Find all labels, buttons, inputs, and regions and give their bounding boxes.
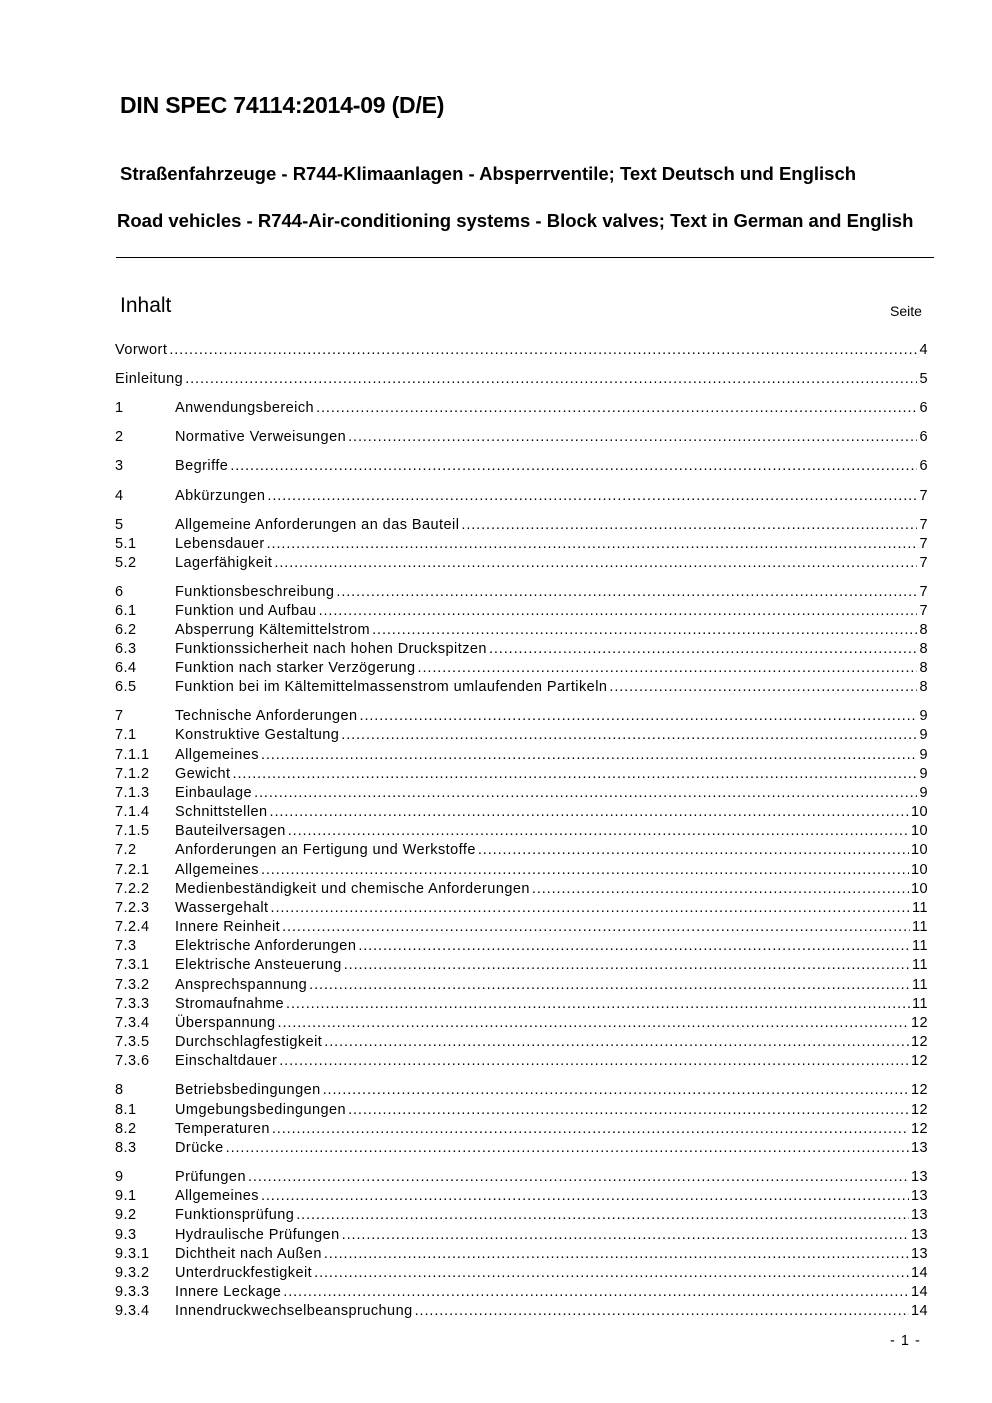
toc-entry[interactable] (115, 1121, 928, 1140)
toc-entry-number: 9.3.2 (115, 1265, 150, 1281)
toc-entry-label: Anwendungsbereich (175, 400, 315, 416)
toc-leader-dots (230, 458, 917, 474)
toc-entry-number: 7.1.5 (115, 823, 150, 839)
toc-entry-number: 8.2 (115, 1121, 137, 1137)
toc-leader-dots (226, 1140, 909, 1156)
toc-entry-page: 5 (919, 371, 928, 387)
toc-leader-dots (478, 842, 909, 858)
toc-entry[interactable] (115, 641, 928, 660)
toc-leader-dots (309, 977, 910, 993)
toc-entry-label: Betriebsbedingungen (175, 1082, 321, 1098)
header-divider (116, 257, 934, 258)
toc-entry-label: Funktionssicherheit nach hohen Druckspitzen (175, 641, 487, 657)
toc-entry[interactable] (115, 881, 928, 900)
toc-entry-page: 11 (912, 919, 928, 935)
toc-leader-dots (271, 900, 911, 916)
toc-entry-number: 7.1 (115, 727, 137, 743)
toc-entry-label: Funktion bei im Kältemittelmassenstrom umlaufenden Partikeln (175, 679, 608, 695)
toc-entry-number: 8.1 (115, 1102, 137, 1118)
toc-entry-label: Medienbeständigkeit und chemische Anforderungen (175, 881, 530, 897)
toc-entry-page: 14 (910, 1303, 928, 1319)
toc-leader-dots (267, 536, 918, 552)
toc-entry-label: Durchschlagfestigkeit (175, 1034, 323, 1050)
toc-entry-page: 9 (919, 747, 928, 763)
toc-entry-label: Drücke (175, 1140, 224, 1156)
toc-entry-page: 10 (910, 881, 928, 897)
toc-entry[interactable] (115, 804, 928, 823)
toc-entry[interactable] (115, 679, 928, 698)
toc-entry-page: 7 (919, 603, 928, 619)
toc-entry-page: 8 (919, 622, 928, 638)
toc-entry[interactable] (115, 996, 928, 1015)
toc-entry-number: 8.3 (115, 1140, 137, 1156)
toc-entry-page: 11 (912, 996, 928, 1012)
toc-entry-number: 6.4 (115, 660, 137, 676)
toc-entry-label: Gewicht (175, 766, 231, 782)
toc-entry-number: 8 (115, 1082, 124, 1098)
toc-entry[interactable] (115, 536, 928, 555)
toc-entry-label: Überspannung (175, 1015, 276, 1031)
toc-entry[interactable] (115, 517, 928, 536)
toc-entry-number: 9.2 (115, 1207, 137, 1223)
toc-entry-number: 9.3 (115, 1227, 137, 1243)
toc-entry[interactable] (115, 1207, 928, 1226)
toc-entry-number: 9.3.4 (115, 1303, 150, 1319)
toc-leader-dots (609, 679, 917, 695)
toc-leader-dots (296, 1207, 909, 1223)
toc-entry[interactable] (115, 900, 928, 919)
toc-entry-page: 11 (912, 938, 928, 954)
toc-entry-page: 7 (919, 555, 928, 571)
toc-entry-page: 14 (910, 1284, 928, 1300)
toc-entry-label: Allgemeines (175, 747, 259, 763)
toc-entry[interactable] (115, 823, 928, 842)
toc-leader-dots (532, 881, 909, 897)
toc-entry-page: 10 (910, 862, 928, 878)
toc-entry[interactable] (115, 1082, 928, 1101)
toc-entry-label: Umgebungsbedingungen (175, 1102, 347, 1118)
page-number: - 1 - (890, 1333, 921, 1349)
toc-entry-page: 8 (919, 660, 928, 676)
toc-leader-dots (323, 1082, 909, 1098)
toc-entry-number: 6 (115, 584, 124, 600)
toc-entry-page: 12 (910, 1053, 928, 1069)
toc-entry-label: Funktion und Aufbau (175, 603, 317, 619)
toc-leader-dots (348, 429, 917, 445)
toc-entry-number: 7.2.1 (115, 862, 150, 878)
toc-entry[interactable] (115, 622, 928, 641)
toc-entry[interactable] (115, 842, 928, 861)
toc-entry-label: Innere Leckage (175, 1284, 282, 1300)
toc-entry-number: 3 (115, 458, 124, 474)
toc-entry-number: 7.3.1 (115, 957, 150, 973)
subtitle-english: Road vehicles - R744-Air-conditioning systems - Block valves; Text in German and English (117, 210, 914, 231)
toc-entry-page: 7 (919, 584, 928, 600)
toc-entry-page: 13 (910, 1188, 928, 1204)
toc-entry[interactable] (115, 1303, 928, 1322)
toc-entry-page: 12 (910, 1102, 928, 1118)
toc-entry-number: 7 (115, 708, 124, 724)
toc-entry-number: 1 (115, 400, 124, 416)
toc-entry-number: 7.1.4 (115, 804, 150, 820)
toc-leader-dots (288, 823, 909, 839)
toc-entry-page: 13 (910, 1140, 928, 1156)
toc-entry-label: Hydraulische Prüfungen (175, 1227, 340, 1243)
toc-entry[interactable] (115, 458, 928, 477)
toc-entry-page: 6 (919, 429, 928, 445)
toc-entry[interactable] (115, 708, 928, 727)
toc-entry[interactable] (115, 1102, 928, 1121)
toc-entry[interactable] (115, 1265, 928, 1284)
toc-entry[interactable] (115, 862, 928, 881)
toc-entry-number: 9.3.1 (115, 1246, 150, 1262)
toc-leader-dots (169, 342, 917, 358)
toc-entry-label: Innere Reinheit (175, 919, 281, 935)
toc-entry-page: 9 (919, 766, 928, 782)
toc-entry[interactable] (115, 957, 928, 976)
toc-leader-dots (341, 727, 917, 743)
toc-entry-label: Funktionsprüfung (175, 1207, 295, 1223)
toc-entry[interactable] (115, 1188, 928, 1207)
toc-entry-page: 14 (910, 1265, 928, 1281)
toc-leader-dots (270, 804, 909, 820)
toc-entry-number: 6.3 (115, 641, 137, 657)
toc-entry-number: 4 (115, 488, 124, 504)
toc-leader-dots (348, 1102, 909, 1118)
toc-entry-number: 7.2 (115, 842, 137, 858)
toc-entry[interactable] (115, 1034, 928, 1053)
toc-entry-label: Allgemeines (175, 1188, 259, 1204)
toc-entry-number: 6.1 (115, 603, 137, 619)
toc-entry-page: 10 (910, 842, 928, 858)
toc-entry-page: 12 (910, 1082, 928, 1098)
toc-entry-label: Normative Verweisungen (175, 429, 347, 445)
toc-leader-dots (415, 1303, 909, 1319)
toc-entry[interactable] (115, 603, 928, 622)
toc-leader-dots (272, 1121, 909, 1137)
toc-entry-number: 7.3 (115, 938, 137, 954)
toc-entry-page: 13 (910, 1207, 928, 1223)
toc-entry-number: 7.3.3 (115, 996, 150, 1012)
toc-leader-dots (254, 785, 917, 801)
toc-entry[interactable] (115, 1140, 928, 1159)
toc-entry-page: 13 (910, 1246, 928, 1262)
toc-entry-label: Einschaltdauer (175, 1053, 278, 1069)
toc-entry-label: Lebensdauer (175, 536, 265, 552)
toc-entry[interactable] (115, 977, 928, 996)
toc-entry-page: 10 (910, 823, 928, 839)
toc-entry-page: 12 (910, 1034, 928, 1050)
toc-leader-dots (278, 1015, 909, 1031)
toc-entry-page: 4 (919, 342, 928, 358)
toc-entry[interactable] (115, 371, 928, 390)
toc-leader-dots (267, 488, 917, 504)
toc-leader-dots (185, 371, 917, 387)
toc-entry-number: 7.3.4 (115, 1015, 150, 1031)
toc-entry-page: 11 (912, 957, 928, 973)
toc-entry-label: Begriffe (175, 458, 229, 474)
toc-entry-number: 7.1.2 (115, 766, 150, 782)
toc-entry-number: 7.2.4 (115, 919, 150, 935)
subtitle-german: Straßenfahrzeuge - R744-Klimaanlagen - Absperrventile; Text Deutsch und Englisch (120, 163, 857, 184)
toc-entry-page: 6 (919, 458, 928, 474)
toc-entry-number: 9.1 (115, 1188, 137, 1204)
toc-entry-page: 7 (919, 517, 928, 533)
toc-entry-label: Bauteilversagen (175, 823, 286, 839)
toc-entry[interactable] (115, 938, 928, 957)
toc-entry[interactable] (115, 342, 928, 361)
toc-entry-number: 7.3.2 (115, 977, 150, 993)
toc-leader-dots (283, 1284, 909, 1300)
toc-entry-number: 7.3.6 (115, 1053, 150, 1069)
toc-entry[interactable] (115, 727, 928, 746)
toc-entry-label: Elektrische Ansteuerung (175, 957, 342, 973)
toc-entry[interactable] (115, 747, 928, 766)
toc-leader-dots (324, 1034, 909, 1050)
toc-entry[interactable] (115, 1053, 928, 1072)
toc-entry-label: Anforderungen an Fertigung und Werkstoffe (175, 842, 476, 858)
toc-entry-number: 5.1 (115, 536, 137, 552)
toc-leader-dots (233, 766, 918, 782)
toc-entry-page: 12 (910, 1015, 928, 1031)
toc-entry[interactable] (115, 785, 928, 804)
toc-leader-dots (286, 996, 910, 1012)
toc-leader-dots (360, 708, 918, 724)
toc-entry-number: 6.2 (115, 622, 137, 638)
toc-entry-number: 7.1.1 (115, 747, 150, 763)
toc-entry-page: 9 (919, 708, 928, 724)
toc-entry-label: Elektrische Anforderungen (175, 938, 357, 954)
toc-entry-label: Wassergehalt (175, 900, 269, 916)
toc-leader-dots (418, 660, 918, 676)
toc-entry[interactable] (115, 1284, 928, 1303)
toc-leader-dots (314, 1265, 909, 1281)
toc-entry-label: Einleitung (115, 371, 184, 387)
toc-entry-label: Vorwort (115, 342, 168, 358)
toc-entry-label: Allgemeines (175, 862, 259, 878)
toc-leader-dots (342, 1227, 909, 1243)
toc-entry-label: Funktionsbeschreibung (175, 584, 335, 600)
toc-entry[interactable] (115, 584, 928, 603)
toc-entry-label: Allgemeine Anforderungen an das Bauteil (175, 517, 460, 533)
toc-entry-page: 13 (910, 1169, 928, 1185)
toc-entry-label: Absperrung Kältemittelstrom (175, 622, 371, 638)
toc-entry-label: Unterdruckfestigkeit (175, 1265, 313, 1281)
toc-entry-number: 5 (115, 517, 124, 533)
toc-entry-label: Lagerfähigkeit (175, 555, 273, 571)
toc-entry-page: 6 (919, 400, 928, 416)
toc-entry-number: 7.2.3 (115, 900, 150, 916)
toc-entry-number: 7.3.5 (115, 1034, 150, 1050)
toc-entry[interactable] (115, 555, 928, 574)
toc-entry[interactable] (115, 1246, 928, 1265)
toc-entry[interactable] (115, 488, 928, 507)
toc-entry[interactable] (115, 1169, 928, 1188)
toc-leader-dots (316, 400, 917, 416)
toc-heading: Inhalt (120, 294, 172, 317)
toc-entry-number: 6.5 (115, 679, 137, 695)
toc-entry-page: 13 (910, 1227, 928, 1243)
toc-entry-label: Temperaturen (175, 1121, 270, 1137)
toc-entry-label: Funktion nach starker Verzögerung (175, 660, 416, 676)
toc-leader-dots (261, 1188, 909, 1204)
toc-entry-label: Stromaufnahme (175, 996, 285, 1012)
toc-leader-dots (274, 555, 917, 571)
toc-entry-page: 11 (912, 900, 928, 916)
toc-entry-page: 7 (919, 536, 928, 552)
toc-entry-label: Schnittstellen (175, 804, 268, 820)
toc-entry-number: 9.3.3 (115, 1284, 150, 1300)
toc-leader-dots (489, 641, 918, 657)
toc-entry-page: 7 (919, 488, 928, 504)
toc-leader-dots (336, 584, 917, 600)
toc-leader-dots (248, 1169, 909, 1185)
toc-entry-page: 11 (912, 977, 928, 993)
toc-leader-dots (461, 517, 917, 533)
toc-entry-label: Abkürzungen (175, 488, 266, 504)
toc-leader-dots (372, 622, 917, 638)
toc-entry-number: 7.1.3 (115, 785, 150, 801)
toc-entry[interactable] (115, 1015, 928, 1034)
toc-entry-page: 9 (919, 727, 928, 743)
toc-leader-dots (358, 938, 910, 954)
toc-entry-number: 2 (115, 429, 124, 445)
toc-entry[interactable] (115, 400, 928, 419)
toc-leader-dots (319, 603, 918, 619)
toc-entry[interactable] (115, 429, 928, 448)
toc-entry-page: 12 (910, 1121, 928, 1137)
toc-entry-label: Technische Anforderungen (175, 708, 358, 724)
toc-entry-label: Prüfungen (175, 1169, 246, 1185)
toc-leader-dots (261, 862, 909, 878)
toc-entry[interactable] (115, 766, 928, 785)
toc-leader-dots (279, 1053, 909, 1069)
toc-entry-label: Innendruckwechselbeanspruchung (175, 1303, 413, 1319)
toc-entry-page: 9 (919, 785, 928, 801)
toc-entry-label: Einbaulage (175, 785, 253, 801)
toc-leader-dots (282, 919, 910, 935)
document-title: DIN SPEC 74114:2014-09 (D/E) (120, 92, 445, 118)
toc-entry-page: 10 (910, 804, 928, 820)
toc-entry-number: 9 (115, 1169, 124, 1185)
toc-entry[interactable] (115, 660, 928, 679)
toc-entry-label: Dichtheit nach Außen (175, 1246, 322, 1262)
toc-entry-number: 5.2 (115, 555, 137, 571)
toc-entry[interactable] (115, 919, 928, 938)
toc-entry-page: 8 (919, 641, 928, 657)
toc-entry[interactable] (115, 1227, 928, 1246)
toc-entry-number: 7.2.2 (115, 881, 150, 897)
toc-page-column-label: Seite (890, 303, 922, 319)
toc-entry-label: Konstruktive Gestaltung (175, 727, 340, 743)
toc-entry-label: Ansprechspannung (175, 977, 308, 993)
toc-leader-dots (261, 747, 918, 763)
toc-leader-dots (324, 1246, 909, 1262)
toc-leader-dots (344, 957, 910, 973)
toc-entry-page: 8 (919, 679, 928, 695)
